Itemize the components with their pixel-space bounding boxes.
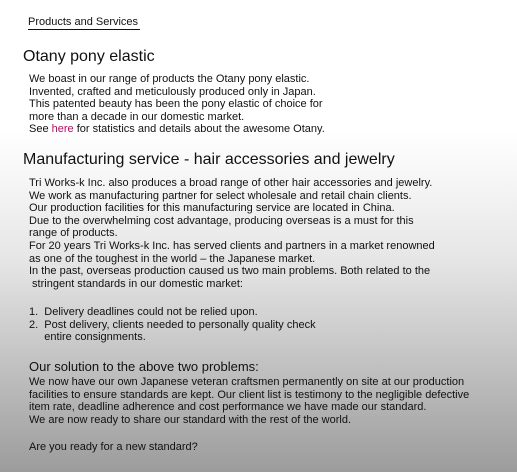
sol-line-2: facilities to ensure standards are kept. Our client list is testimony to the negligible defective: [29, 388, 470, 401]
see-suffix: for statistics and details about the awesome Otany.: [73, 123, 325, 136]
manufacturing-description: [29, 177, 435, 290]
otany-description: [29, 73, 325, 136]
otany-line-3: This patented beauty has been the pony elastic of choice for: [29, 98, 323, 111]
mfg-line-2: We work as manufacturing partner for select wholesale and retail chain clients.: [29, 189, 412, 202]
sol-line-3: item rate, deadline adherence and cost performance we have made our standard.: [29, 401, 427, 414]
breadcrumb: Products and Services: [28, 16, 139, 28]
problem-item-2: 2. Post delivery, clients needed to personally quality check: [29, 318, 316, 331]
otany-details-link[interactable]: here: [51, 123, 74, 136]
solution-description: [29, 376, 469, 426]
solution-heading: Our solution to the above two problems:: [29, 359, 259, 374]
otany-see-line: [29, 123, 325, 136]
mfg-line-6: For 20 years Tri Works-k Inc. has served clients and partners in a market renowned: [29, 239, 435, 252]
mfg-line-1: Tri Works-k Inc. also produces a broad range of other hair accessories and jewelry.: [29, 177, 433, 189]
mfg-line-3: Our production facilities for this manufacturing service are located in China.: [29, 202, 395, 215]
sol-line-1: We now have our own Japanese veteran craftsmen permanently on site at our production: [29, 376, 465, 388]
mfg-line-9: stringent standards in our domestic market:: [29, 277, 243, 290]
otany-line-2: Invented, crafted and meticulously produced only in Japan.: [29, 85, 316, 98]
closing-question: Are you ready for a new standard?: [29, 441, 198, 453]
problems-list: [29, 306, 316, 344]
problem-item-1: 1. Delivery deadlines could not be relied upon.: [29, 306, 258, 318]
otany-line-4: more than a decade in our domestic market.: [29, 110, 245, 123]
otany-heading: Otany pony elastic: [23, 48, 155, 65]
otany-line-1: We boast in our range of products the Otany pony elastic.: [29, 73, 310, 85]
mfg-line-4: Due to the overwhelming cost advantage, producing overseas is a must for this: [29, 214, 414, 227]
mfg-line-7: as one of the toughest in the world – the Japanese market.: [29, 252, 316, 265]
mfg-line-5: range of products.: [29, 227, 118, 240]
manufacturing-heading: Manufacturing service - hair accessories and jewelry: [23, 151, 395, 168]
mfg-line-8: In the past, overseas production caused us two main problems. Both related to the: [29, 265, 431, 278]
see-prefix: See: [29, 123, 52, 136]
sol-line-4: We are now ready to share our standard with the rest of the world.: [29, 413, 352, 426]
problem-item-2-cont: entire consignments.: [29, 331, 146, 344]
